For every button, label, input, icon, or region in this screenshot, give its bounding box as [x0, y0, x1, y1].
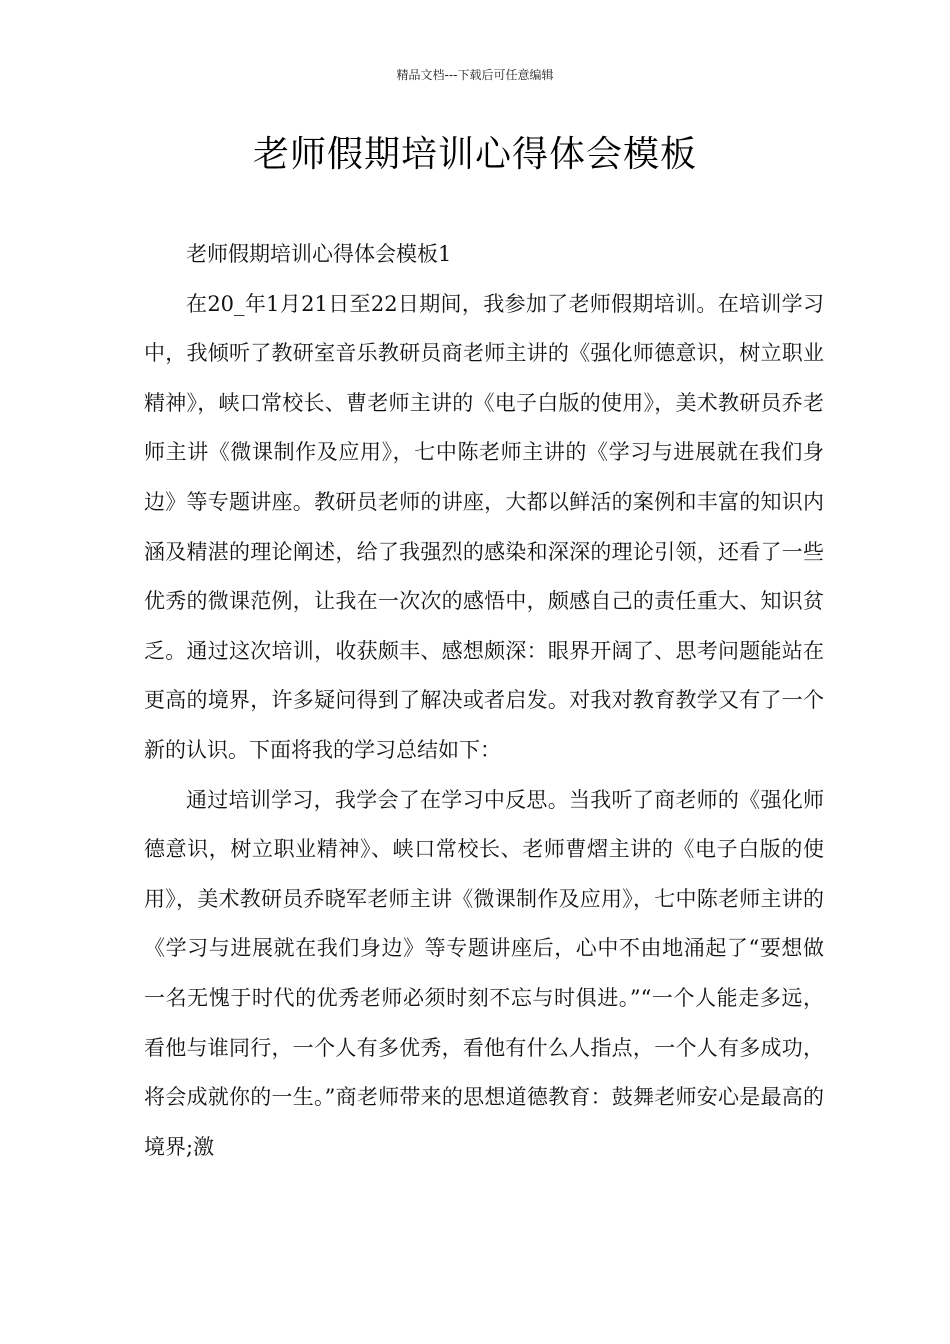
header-note: 精品文档---下载后可任意编辑: [396, 68, 554, 82]
section-heading: 老师假期培训心得体会模板1: [186, 242, 452, 266]
paragraph-1: 在20_年1月21日至22日期间，我参加了老师假期培训。在培训学习中，我倾听了教研室音乐教研员商老师主讲的《强化师德意识，树立职业精神》，峡口常校长、曹老师主讲的《电子白版的使用》，美术教研员乔老师主讲《微课制作及应用》，七中陈老师主讲的《学习与进展就在我们身边》等专题讲座。教研员老师的讲座，大都以鲜活的案例和丰富的知识内涵及精湛的理论阐述，给了我强烈的感染和深深的理论引领，还看了一些优秀的微课范例，让我在一次次的感悟中，颇感自己的责任重大、知识贫乏。通过这次培训，收获颇丰、感想颇深：眼界开阔了、思考问题能站在更高的境界，许多疑问得到了解决或者启发。对我对教育教学又有了一个新的认识。下面将我的学习总结如下：: [144, 291, 824, 762]
document-title: 老师假期培训心得体会模板: [252, 134, 697, 175]
paragraph-2: 通过培训学习，我学会了在学习中反思。当我听了商老师的《强化师德意识，树立职业精神》、峡口常校长、老师曹熠主讲的《电子白版的使用》，美术教研员乔晓军老师主讲《微课制作及应用》，七中陈老师主讲的《学习与进展就在我们身边》等专题讲座后，心中不由地涌起了“要想做一名无愧于时代的优秀老师必须时刻不忘与时俱进。”“一个人能走多远，看他与谁同行，一个人有多优秀，看他有什么人指点，一个人有多成功，将会成就你的一生。”商老师带来的思想道德教育：鼓舞老师安心是最高的境界;激: [144, 787, 824, 1159]
document-body: [144, 230, 824, 1172]
